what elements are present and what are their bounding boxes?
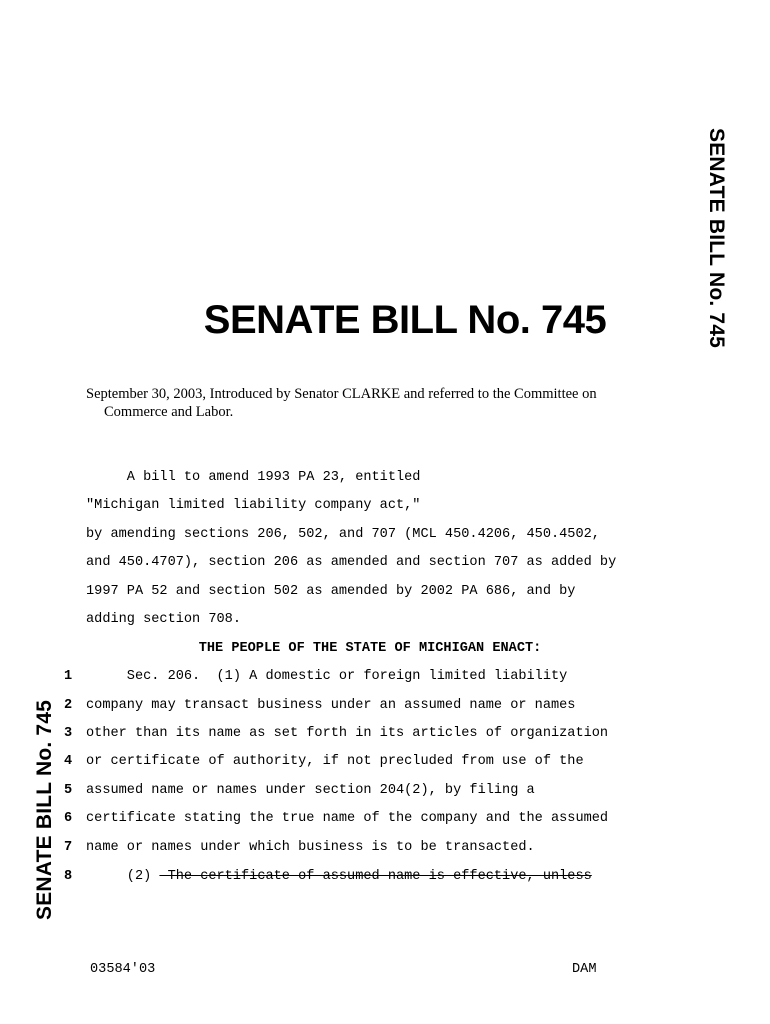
preamble-line: 1997 PA 52 and section 502 as amended by 2002 PA 686, and by [86, 584, 576, 599]
line-number: 5 [64, 783, 73, 798]
document-id: 03584'03 [90, 962, 156, 977]
body-line: certificate stating the true name of the company and the assumed [86, 811, 609, 826]
bill-title: SENATE BILL No. 745 [203, 298, 607, 342]
line-number: 7 [64, 840, 73, 855]
line-number: 8 [64, 869, 73, 884]
body-line: assumed name or names under section 204(2), by filing a [86, 783, 535, 798]
preamble-line: adding section 708. [86, 612, 241, 627]
line-number: 6 [64, 811, 73, 826]
body-line: or certificate of authority, if not precluded from use of the [86, 754, 584, 769]
body-line [86, 869, 592, 884]
intro-line-1: September 30, 2003, Introduced by Senator CLARKE and referred to the Committee on [86, 386, 597, 402]
side-title-right: SENATE BILL No. 745 [705, 128, 728, 349]
side-title-left: SENATE BILL No. 745 [33, 699, 56, 920]
line-number: 4 [64, 754, 73, 769]
body-line: Sec. 206. (1) A domestic or foreign limited liability [86, 669, 568, 684]
preamble-line: by amending sections 206, 502, and 707 (MCL 450.4206, 450.4502, [86, 527, 600, 542]
preamble-line: and 450.4707), section 206 as amended and section 707 as added by [86, 555, 617, 570]
line-number: 2 [64, 698, 73, 713]
struck-text: The certificate of assumed name is effective, unless [159, 869, 592, 884]
body-line: name or names under which business is to be transacted. [86, 840, 535, 855]
line-number: 3 [64, 726, 73, 741]
body-line: company may transact business under an assumed name or names [86, 698, 576, 713]
body-line-text: (2) [86, 869, 160, 884]
intro-line-2: Commerce and Labor. [104, 404, 234, 420]
drafter-initials: DAM [572, 962, 597, 977]
enacting-clause: THE PEOPLE OF THE STATE OF MICHIGAN ENACT: [198, 641, 542, 656]
introduction-note [86, 385, 626, 421]
line-number: 1 [64, 669, 73, 684]
preamble-line: A bill to amend 1993 PA 23, entitled [86, 470, 421, 485]
preamble-line: "Michigan limited liability company act," [86, 498, 421, 513]
body-line: other than its name as set forth in its articles of organization [86, 726, 609, 741]
